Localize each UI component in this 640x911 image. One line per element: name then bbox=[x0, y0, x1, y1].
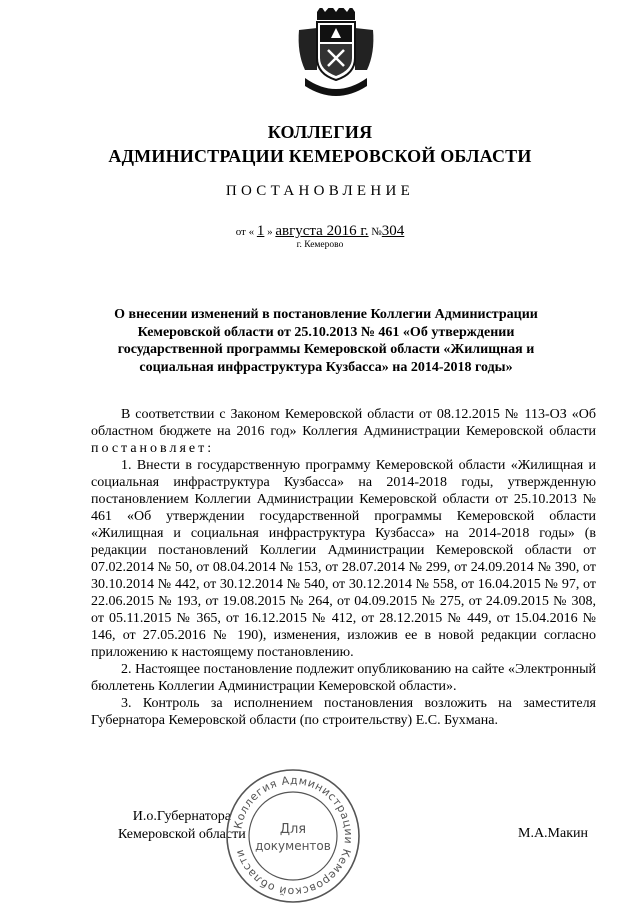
coat-of-arms-icon bbox=[295, 8, 377, 100]
intro-paragraph bbox=[91, 406, 596, 457]
date-month-year: августа 2016 г. bbox=[275, 223, 369, 239]
signatory-title-line1: И.о.Губернатора bbox=[132, 809, 231, 824]
document-number: 304 bbox=[381, 223, 405, 239]
signatory-name: М.А.Макин bbox=[518, 826, 589, 841]
document-title: О внесении изменений в постановление Коллегии Администрации Кемеровской области от 25.10.2013 № 461 «Об утверждении государственной программы Кемеровской области «Жилищная и социальная инфраструктура Кузбасса» на 2014-2018 годы» bbox=[114, 307, 538, 375]
item-2: 2. Настоящее постановление подлежит опубликованию на сайте «Электронный бюллетень Коллегии Администрации Кемеровской области». bbox=[91, 662, 596, 694]
intro-text: В соответствии с Законом Кемеровской области от 08.12.2015 № 113-ОЗ «Об областном бюджете на 2016 год» Коллегия Администрации Кемеровской области bbox=[91, 407, 596, 439]
org-name-line1: КОЛЛЕГИЯ bbox=[267, 122, 373, 142]
number-prefix: № bbox=[371, 226, 382, 238]
stamp-center-line2: документов bbox=[255, 839, 331, 853]
stamp-ring-text: Коллегия Администрации Кемеровской области bbox=[231, 773, 356, 899]
date-prefix: от « bbox=[235, 226, 255, 238]
date-day: 1 bbox=[256, 223, 265, 239]
stamp-center-line1: Для bbox=[279, 822, 307, 837]
date-number-line bbox=[0, 223, 640, 240]
signatory-title-line2: Кемеровской области bbox=[118, 827, 246, 842]
official-stamp bbox=[223, 766, 363, 906]
decree-word: постановляет: bbox=[91, 441, 215, 456]
city: г. Кемерово bbox=[296, 240, 344, 250]
date-mid: » bbox=[267, 226, 273, 238]
org-name-line2: АДМИНИСТРАЦИИ КЕМЕРОВСКОЙ ОБЛАСТИ bbox=[108, 146, 532, 166]
document-body bbox=[91, 406, 596, 729]
item-1: 1. Внести в государственную программу Кемеровской области «Жилищная и социальная инфраструктура Кузбасса» на 2014-2018 годы, утвержденную постановлением Коллегии Администрации Кемеровской области от 25.10.2013 № 461 «Об утверждении государственной программы Кемеровской области «Жилищная и социальная инфраструктура Кузбасса» на 2014-2018 годы» (в редакции постановлений Коллегии Администрации Кемеровской области от 07.02.2014 № 50, от 08.04.2014 № 153, от 28.07.2014 № 299, от 24.09.2014 № 390, от 30.10.2014 № 442, от 30.12.2014 № 540, от 30.12.2014 № 558, от 16.04.2015 № 97, от 22.06.2015 № 193, от 19.08.2015 № 264, от 04.09.2015 № 275, от 24.09.2015 № 308, от 05.11.2015 № 365, от 16.12.2015 № 412, от 28.12.2015 № 449, от 15.04.2016 № 146, от 27.05.2016 № 190), изменения, изложив ее в новой редакции согласно приложению к настоящему постановлению. bbox=[91, 458, 596, 660]
item-3: 3. Контроль за исполнением постановления возложить на заместителя Губернатора Кемеровской области (по строительству) Е.С. Бухмана. bbox=[91, 696, 596, 728]
document-type: ПОСТАНОВЛЕНИЕ bbox=[225, 183, 415, 199]
